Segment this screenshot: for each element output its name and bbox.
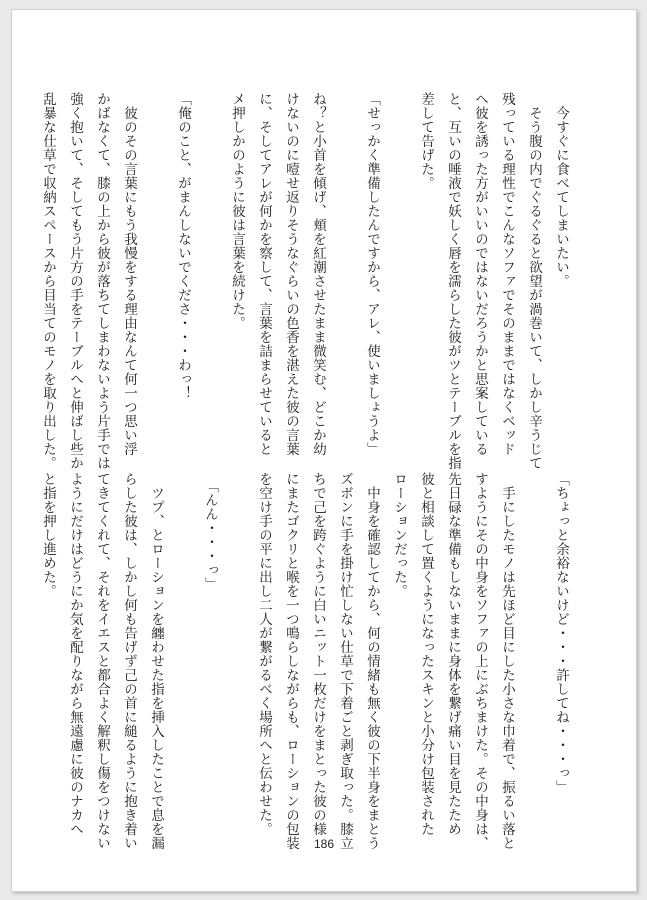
text-line: 乱暴な仕草で収納スペースから目当てのモノを取り出した。 bbox=[40, 92, 56, 470]
text-line: 「んん・・・っ」 bbox=[202, 472, 218, 592]
text-line: と、互いの唾液で妖しく唇を濡らした彼がツとテーブルを指 bbox=[445, 92, 461, 470]
text-line: 今すぐに食べてしまいたい。 bbox=[553, 92, 569, 288]
text-line bbox=[196, 92, 223, 432]
text-line: ツプ、とローションを纏わせた指を挿入したことで息を漏 bbox=[148, 472, 164, 850]
text-line: らした彼は、しかし何も告げず己の首に縋るように抱き着い bbox=[121, 472, 137, 850]
text-line: すようにその中身をソファの上にぶちまけた。その中身は、 bbox=[472, 472, 488, 850]
text-line: を空け手の平に出し二人が繋がるべく場所へと伝わせた。 bbox=[256, 472, 272, 836]
text-line: 「俺のこと、がまんしないでくださ・・・わっ！ bbox=[175, 92, 191, 400]
text-line: にまたゴクリと喉を一つ鳴らしながらも、ローションの包装 bbox=[283, 472, 299, 850]
page-number: 186 bbox=[313, 837, 335, 851]
text-line: 残っている理性でこんなソファでそのままではなくベッド bbox=[499, 92, 515, 456]
text-line: ね？と小首を傾げ、頬を紅潮させたまま微笑む、どこか幼 bbox=[310, 92, 326, 456]
text-line: ズボンに手を掛け忙しない仕草で下着ごと剥ぎ取った。膝立 bbox=[337, 472, 353, 850]
text-line: けないのに噎せ返りそうなぐらいの色香を湛えた彼の言葉 bbox=[283, 92, 299, 456]
text-line: 強く抱いて、そしてもう片方の手をテーブルへと伸ばし些か bbox=[67, 92, 83, 470]
text-line bbox=[169, 472, 196, 812]
text-line: 差して告げた。 bbox=[418, 92, 434, 190]
text-line: に、そしてアレが何かを察して、言葉を詰まらせていると bbox=[256, 92, 272, 456]
text-line: と指を押し進めた。 bbox=[40, 472, 56, 598]
book-page bbox=[11, 9, 637, 892]
text-line bbox=[331, 92, 358, 432]
text-line bbox=[385, 92, 412, 432]
text-line: 「せっかく準備したんですから、アレ、使いましょうよ」 bbox=[364, 92, 380, 456]
text-line: 先日碌な準備もしないままに身体を繋げ痛い目を見たため bbox=[445, 472, 461, 836]
text-line: へ彼を誘った方がいいのではないだろうかと思案している bbox=[472, 92, 488, 456]
upper-text-block bbox=[34, 92, 574, 470]
text-line bbox=[223, 472, 250, 812]
text-line: 「ちょっと余裕ないけど・・・許してね・・・っ」 bbox=[553, 472, 569, 794]
text-line: 彼のその言葉にもう我慢をする理由なんて何一つ思い浮 bbox=[121, 92, 137, 456]
text-line bbox=[142, 92, 169, 432]
text-line: ようにだけはどうにか気を配りながら無遠慮に彼のナカへ bbox=[67, 472, 83, 836]
text-line: 彼と相談して置くようになったスキンと小分け包装された bbox=[418, 472, 434, 836]
text-line: ローションだった。 bbox=[391, 472, 407, 598]
text-line: ちで己を跨ぐように白いニット一枚だけをまとった彼の様 bbox=[310, 472, 326, 836]
text-line: メ押しかのように彼は言葉を続けた。 bbox=[229, 92, 245, 330]
text-line: てきてくれて、それをイエスと都合よく解釈し傷をつけない bbox=[94, 472, 110, 850]
text-line bbox=[520, 472, 547, 812]
text-line: そう腹の内でぐるぐると欲望が渦巻いて、しかし辛うじて bbox=[526, 92, 542, 470]
text-line: かばなくて、膝の上から彼が落ちてしまわないよう片手では bbox=[94, 92, 110, 470]
text-line: 手にしたモノは先ほど目にした小さな巾着で、振るい落と bbox=[499, 472, 515, 850]
text-line: 中身を確認してから、何の情緒も無く彼の下半身をまとう bbox=[364, 472, 380, 850]
